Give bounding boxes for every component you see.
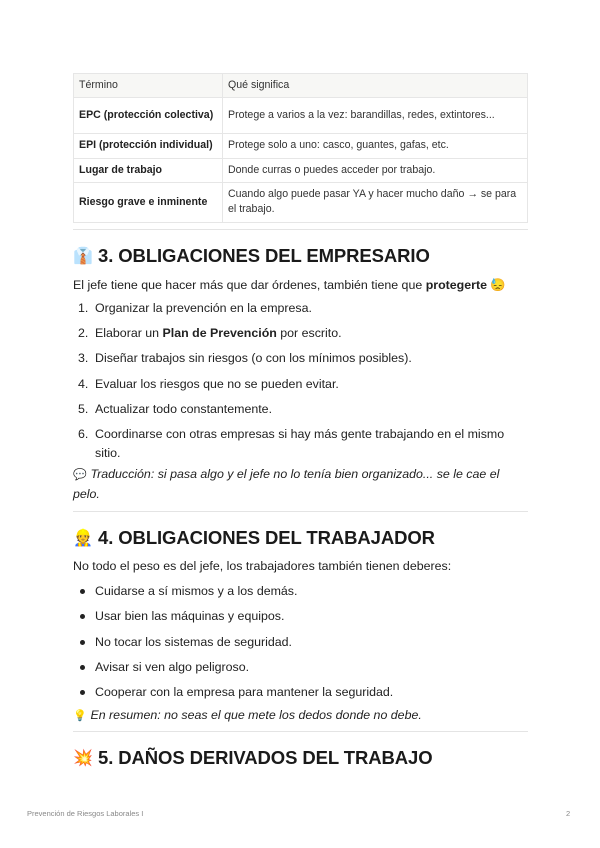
term-cell: EPC (protección colectiva) — [74, 98, 223, 134]
footer-title: Prevención de Riesgos Laborales I — [27, 809, 144, 818]
section-note: 💬 Traducción: si pasa algo y el jefe no lo tenía bien organizado... se le cae el pelo. — [73, 467, 500, 502]
collision-icon: 💥 — [73, 750, 93, 768]
divider — [73, 511, 528, 512]
list-item: 6. Coordinarse con otras empresas si hay más gente trabajando en el mismo sitio. — [78, 427, 505, 460]
bullet — [80, 640, 85, 645]
section-heading-worker — [73, 527, 528, 549]
meaning-cell: Protege solo a uno: casco, guantes, gafas, etc. — [223, 134, 528, 158]
section-title: 5. DAÑOS DERIVADOS DEL TRABAJO — [98, 747, 433, 769]
section-title: 4. OBLIGACIONES DEL TRABAJADOR — [98, 527, 435, 549]
section-lead: No todo el peso es del jefe, los trabajadores también tienen deberes: — [73, 559, 452, 574]
worker-obligations-list — [73, 582, 528, 702]
divider — [73, 731, 528, 732]
list-item: 5. Actualizar todo constantemente. — [78, 401, 273, 416]
lead-text: El jefe tiene que hacer más que dar órdenes, también tiene que — [73, 277, 426, 292]
meaning-cell: Donde curras o puedes acceder por trabajo. — [223, 158, 528, 182]
list-item: 2. Elaborar un Plan de Prevención por escrito. — [78, 326, 342, 341]
list-item: No tocar los sistemas de seguridad. — [73, 633, 528, 652]
bullet — [80, 589, 85, 594]
table-header-row — [74, 74, 528, 98]
list-item: 1. Organizar la prevención en la empresa. — [78, 301, 312, 316]
section-title: 3. OBLIGACIONES DEL EMPRESARIO — [98, 244, 430, 266]
meaning-cell: Cuando algo puede pasar YA y hacer mucho daño → se para el trabajo. — [223, 183, 528, 223]
list-item: Cooperar con la empresa para mantener la seguridad. — [73, 683, 528, 702]
term-cell: Lugar de trabajo — [74, 158, 223, 182]
table-row — [74, 183, 528, 223]
term-cell: Riesgo grave e inminente — [74, 183, 223, 223]
bullet — [80, 614, 85, 619]
list-item: Usar bien las máquinas y equipos. — [73, 607, 528, 626]
lead-bold: protegerte — [425, 277, 487, 292]
column-header-term: Término — [74, 74, 223, 98]
tie-icon: 👔 — [73, 247, 93, 265]
term-cell: EPI (protección individual) — [74, 134, 223, 158]
table-row — [74, 98, 528, 134]
document-page — [73, 73, 528, 769]
bullet — [80, 665, 85, 670]
speech-bubble-icon: 💬 — [73, 469, 87, 482]
construction-worker-icon: 👷 — [73, 530, 93, 548]
sweat-face-icon: 😓 — [490, 277, 506, 292]
list-item: Avisar si ven algo peligroso. — [73, 658, 528, 677]
list-item: 4. Evaluar los riesgos que no se pueden evitar. — [78, 376, 339, 391]
bullet — [80, 690, 85, 695]
section-heading-damages — [73, 747, 528, 769]
list-item: 3. Diseñar trabajos sin riesgos (o con los mínimos posibles). — [78, 351, 412, 366]
table-row — [74, 158, 528, 182]
section-lead — [73, 276, 528, 295]
meaning-cell: Protege a varios a la vez: barandillas, redes, extintores... — [223, 98, 528, 134]
section-note: 💡 En resumen: no seas el que mete los dedos donde no debe. — [73, 706, 528, 726]
list-item: Cuidarse a sí mismos y a los demás. — [73, 582, 528, 601]
employer-obligations-list — [73, 299, 528, 462]
page-number: 2 — [566, 809, 571, 818]
definitions-table — [73, 73, 528, 223]
section-heading-employer — [73, 245, 528, 267]
column-header-meaning: Qué significa — [223, 74, 528, 98]
divider — [73, 229, 528, 230]
table-row — [74, 134, 528, 158]
lightbulb-icon: 💡 — [73, 710, 87, 723]
